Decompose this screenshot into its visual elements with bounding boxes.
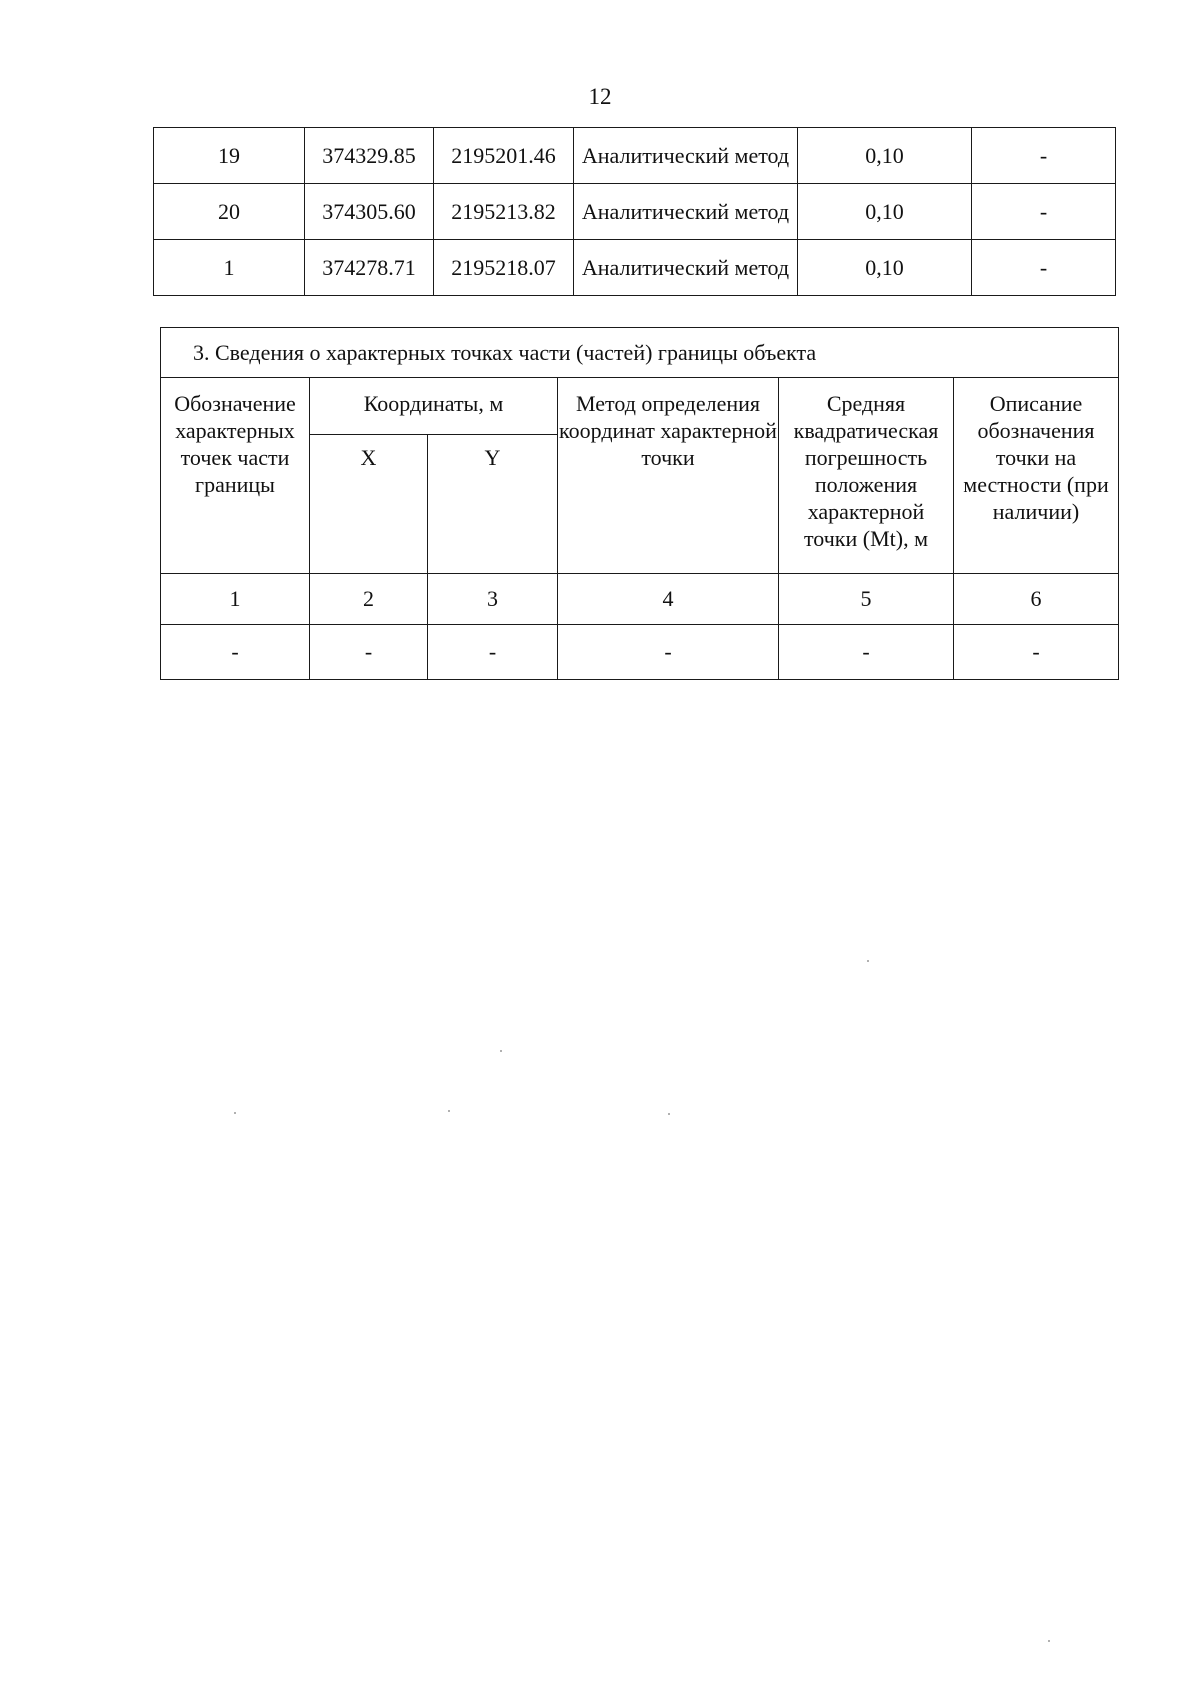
header-error: Средняя квадратическая погрешность положения характерной точки (Mt), м [779,378,954,574]
column-number: 5 [779,574,954,625]
header-x: X [310,435,428,574]
data-cell: - [310,625,428,680]
header-y: Y [428,435,558,574]
data-cell: - [161,625,310,680]
column-number: 4 [558,574,779,625]
column-number: 2 [310,574,428,625]
scan-speck [500,1050,502,1052]
header-coordinates: Координаты, м [310,378,558,435]
y-cell: 2195213.82 [434,184,574,240]
table-row [154,128,1116,184]
table-row [154,184,1116,240]
description-cell: - [972,128,1116,184]
data-cell: - [954,625,1119,680]
header-method: Метод определения координат характерной точки [558,378,779,574]
x-cell: 374278.71 [305,240,434,296]
header-designation: Обозначение характерных точек части границы [161,378,310,574]
point-cell: 1 [154,240,305,296]
x-cell: 374305.60 [305,184,434,240]
error-cell: 0,10 [798,240,972,296]
column-number: 1 [161,574,310,625]
x-cell: 374329.85 [305,128,434,184]
description-cell: - [972,184,1116,240]
scan-speck [1048,1640,1050,1642]
method-cell: Аналитический метод [574,240,798,296]
data-cell: - [428,625,558,680]
scan-speck [234,1112,236,1114]
column-numbers-row [161,574,1119,625]
data-cell: - [779,625,954,680]
coordinates-table-continuation [153,127,1116,296]
boundary-part-points-table [160,327,1119,680]
point-cell: 19 [154,128,305,184]
error-cell: 0,10 [798,184,972,240]
column-number: 3 [428,574,558,625]
scan-speck [668,1113,670,1115]
scan-speck [448,1110,450,1112]
table-row [154,240,1116,296]
header-description: Описание обозначения точки на местности (при наличии) [954,378,1119,574]
data-cell: - [558,625,779,680]
page-number: 12 [588,84,612,109]
section-title: 3. Сведения о характерных точках части (частей) границы объекта [161,328,1119,378]
description-cell: - [972,240,1116,296]
point-cell: 20 [154,184,305,240]
y-cell: 2195201.46 [434,128,574,184]
table-row [161,625,1119,680]
method-cell: Аналитический метод [574,128,798,184]
column-number: 6 [954,574,1119,625]
error-cell: 0,10 [798,128,972,184]
method-cell: Аналитический метод [574,184,798,240]
y-cell: 2195218.07 [434,240,574,296]
scan-speck [867,960,869,962]
